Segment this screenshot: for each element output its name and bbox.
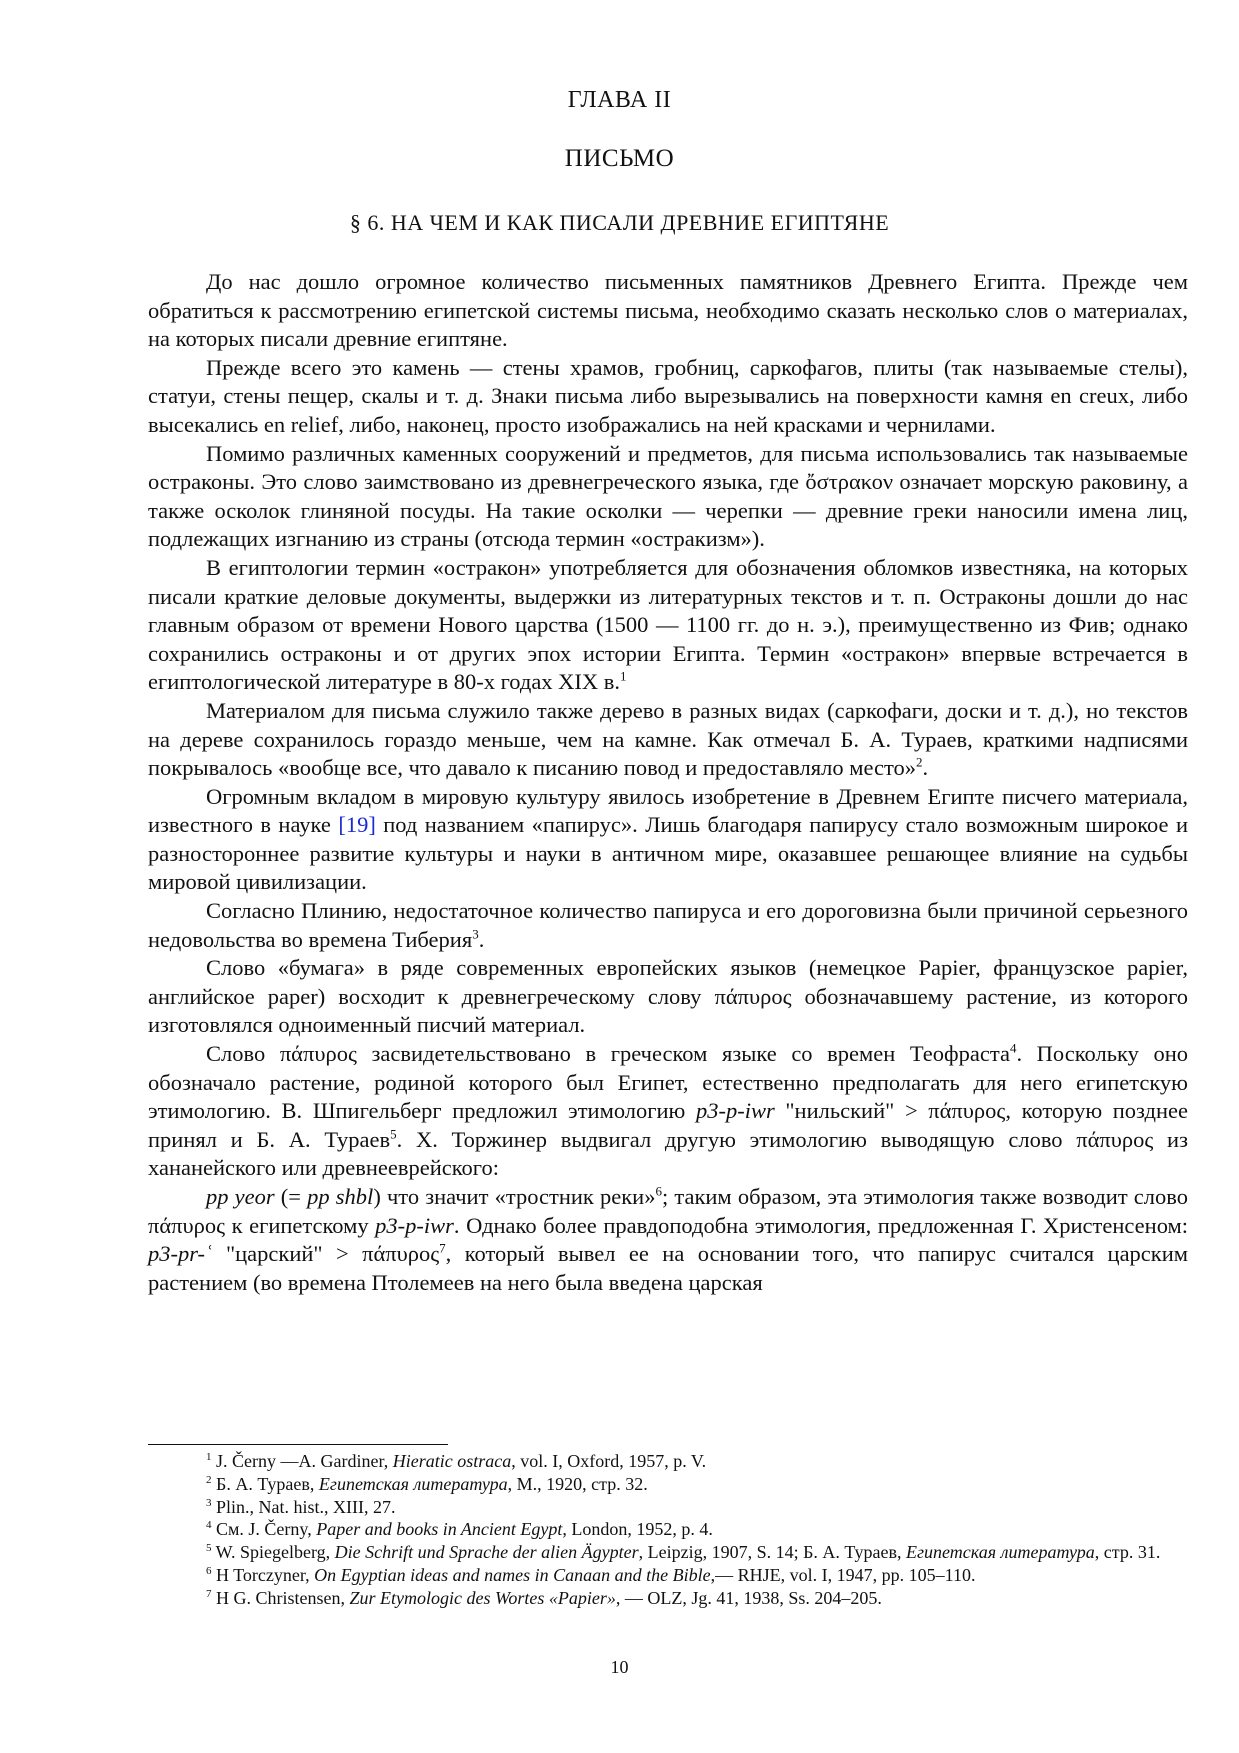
footnote-number: 3 [206, 1496, 212, 1509]
footnote-marker[interactable]: 6 [655, 1183, 662, 1199]
footnote-number: 6 [206, 1564, 212, 1577]
paragraph-text: . [478, 926, 485, 952]
footnote-divider [148, 1444, 448, 1445]
footnote-marker[interactable]: 3 [472, 926, 479, 942]
paragraph-text: ) что значит «тростник реки» [373, 1184, 656, 1209]
italic-term: p3-pr-ʿ [148, 1241, 213, 1267]
footnote-text: W. Spiegelberg, [211, 1542, 335, 1563]
footnote-title: Die Schrift und Sprache der alien Ägypter [334, 1542, 639, 1563]
paragraph-text: Огромным вкладом в мировую культуру явилось изобретение в Древнем Египте писчего материала, известного в науке [148, 783, 1188, 838]
footnote-number: 7 [206, 1587, 212, 1600]
italic-term: pp shbl [307, 1184, 374, 1209]
footnote-text: , vol. I, Oxford, 1957, p. V. [511, 1451, 707, 1471]
paragraph-text: Материалом для письма служило также дерево в разных видах (саркофаги, доски и т. д.), но текстов на дереве сохранилось гораздо меньше, чем на камне. Как отмечал Б. А. Тураев, краткими надписями покрывалось «вообще все, что давало к писанию повод и предоставляло место» [148, 697, 1188, 781]
footnote-number: 2 [206, 1473, 212, 1486]
footnote-marker[interactable]: 4 [1009, 1040, 1017, 1056]
chapter-heading: ГЛАВА II [567, 87, 672, 113]
footnote [148, 1541, 1188, 1564]
footnote [148, 1496, 1188, 1519]
footnote-title: Paper and books in Ancient Egypt [316, 1519, 563, 1540]
paragraph-text: ; таким образом, эта этимология также возводит слово πάπυρος к египетскому [148, 1184, 1188, 1238]
footnote-text: , London, 1952, p. 4. [562, 1519, 713, 1540]
footnote-text: , Leipzig, 1907, S. 14; Б. А. Тураев, [638, 1542, 907, 1563]
paragraph-text: , который вывел ее на основании того, что папирус считался царским растением (во времена Птолемеев на него была введена царская [148, 1241, 1188, 1295]
footnote-text: ,— RHJE, vol. I, 1947, pp. 105–110. [710, 1564, 976, 1585]
paragraph-text: До нас дошло огромное количество письменных памятников Древнего Египта. Прежде чем обратиться к рассмотрению египетской системы письма, необходимо сказать несколько слов о материалах, на которых писали древние египтяне. [148, 269, 1188, 352]
reference-link[interactable]: [19] [338, 812, 376, 838]
footnote-text: , М., 1920, стр. 32. [507, 1473, 648, 1494]
footnote-title: Zur Etymologic des Wortes «Papier» [349, 1587, 616, 1608]
paragraph [148, 268, 1188, 354]
italic-term: p3-p-iwr [695, 1098, 775, 1124]
paragraph [148, 354, 1188, 440]
footnote-title: On Egyptian ideas and names in Canaan and the Bible [314, 1564, 711, 1585]
footnote-marker[interactable]: 5 [390, 1126, 397, 1142]
paragraph-text: . [922, 755, 929, 781]
footnote-text: Plin., Nat. hist., XIII, 27. [211, 1496, 396, 1517]
footnote-number: 5 [206, 1542, 212, 1555]
paragraph-text: "нильский" > πάπυρος, которую позднее принял и Б. А. Тураев [148, 1098, 1188, 1152]
footnote-marker[interactable]: 7 [439, 1240, 446, 1256]
paragraph [148, 697, 1188, 783]
paragraph [148, 440, 1188, 554]
footnote-text: H Torczyner, [211, 1564, 315, 1585]
paragraph [148, 554, 1188, 697]
footnote-marker[interactable]: 1 [620, 668, 627, 684]
paragraph-text: Прежде всего это камень — стены храмов, гробниц, саркофагов, плиты (так называемые стелы), статуи, стены пещер, скалы и т. д. Знаки письма либо вырезывались на поверхности камня en creux, либо высекались en relief, либо, наконец, просто изображались на ней красками и чернилами. [148, 354, 1188, 437]
paragraph-text: под названием «папирус». Лишь благодаря папирусу стало возможным широкое и разностороннее развитие культуры и науки в античном мире, оказавшее решающее влияние на судьбы мировой цивилизации. [148, 812, 1188, 895]
footnote-title: Египетская литература [318, 1473, 508, 1494]
paragraph-text: Слово πάπυρος засвидетельствовано в греческом языке со времен Теофраста [206, 1041, 1010, 1067]
paragraph [148, 1183, 1188, 1297]
paragraph [148, 1040, 1188, 1183]
footnote-text: H G. Christensen, [211, 1587, 350, 1608]
footnote-text: , стр. 31. [1094, 1542, 1161, 1563]
paragraph-text: В египтологии термин «остракон» употребляется для обозначения обломков известняка, на которых писали краткие деловые документы, выдержки из литературных текстов и т. п. Остраконы дошли до нас главным образом от времени Нового царства (1500 — 1100 гг. до н. э.), преимущественно из Фив; однако сохранились остраконы и от других эпох истории Египта. Термин «остракон» впервые встречается в египтологической литературе в 80-х годах XIX в. [148, 554, 1188, 695]
paragraph-text: (= [274, 1184, 308, 1209]
footnote-number: 4 [206, 1519, 212, 1532]
italic-term: pp yeor [206, 1184, 275, 1209]
chapter-title: ПИСЬМО [564, 145, 675, 172]
paragraph-text: . Х. Торжинер выдвигал другую этимологию выводящую слово πάπυρος из хананейского или древнееврейского: [148, 1126, 1188, 1181]
body-text [148, 268, 1188, 1297]
footnote-text: Б. А. Тураев, [211, 1473, 319, 1494]
paragraph-text: Согласно Плинию, недостаточное количество папируса и его дороговизна были причиной серьезного недовольства во времена Тиберия [148, 898, 1188, 952]
footnotes [148, 1450, 1188, 1610]
footnote-text: См. J. Černy, [211, 1519, 317, 1540]
section-heading: § 6. НА ЧЕМ И КАК ПИСАЛИ ДРЕВНИЕ ЕГИПТЯНЕ [349, 210, 890, 235]
italic-term: p3-p-iwr [375, 1212, 454, 1238]
footnote-text: , — OLZ, Jg. 41, 1938, Ss. 204–205. [615, 1587, 882, 1608]
page-number: 10 [610, 1657, 629, 1677]
paragraph-text: Слово «бумага» в ряде современных европейских языков (немецкое Papier, французское papier, английское paper) восходит к древнегреческому слову πάπυρος обозначавшему растение, из которого изготовлялся одноименный писчий материал. [148, 955, 1188, 1038]
footnote [148, 1564, 1188, 1587]
paragraph [148, 897, 1188, 954]
footnote-number: 1 [206, 1451, 212, 1463]
paragraph [148, 954, 1188, 1040]
footnote-title: Hieratic ostraca [392, 1451, 512, 1471]
paragraph [148, 783, 1188, 897]
footnote [148, 1587, 1188, 1610]
paragraph-text: . Однако более правдоподобна этимология, предложенная Г. Христенсеном: [453, 1212, 1188, 1238]
paragraph-text: "царский" > πάπυρος [212, 1241, 440, 1267]
footnote [148, 1450, 1188, 1473]
paragraph-text: . Поскольку оно обозначало растение, родиной которого был Египет, естественно предполагать для него египетскую этимологию. В. Шпигельберг предложил этимологию [148, 1041, 1188, 1124]
footnote-text: J. Černy —A. Gardiner, [211, 1451, 393, 1471]
footnote [148, 1518, 1188, 1541]
footnote-title: Египетская литература [906, 1542, 1095, 1563]
paragraph-text: Помимо различных каменных сооружений и предметов, для письма использовались так называемые остраконы. Это слово заимствовано из древнегреческого языка, где ὄστρακον означает морскую раковину, а также осколок глиняной посуды. На такие осколки — черепки — древние греки наносили имена лиц, подлежащих изгнанию из страны (отсюда термин «остракизм»). [148, 440, 1188, 552]
footnote [148, 1473, 1188, 1496]
footnote-marker[interactable]: 2 [916, 754, 923, 770]
